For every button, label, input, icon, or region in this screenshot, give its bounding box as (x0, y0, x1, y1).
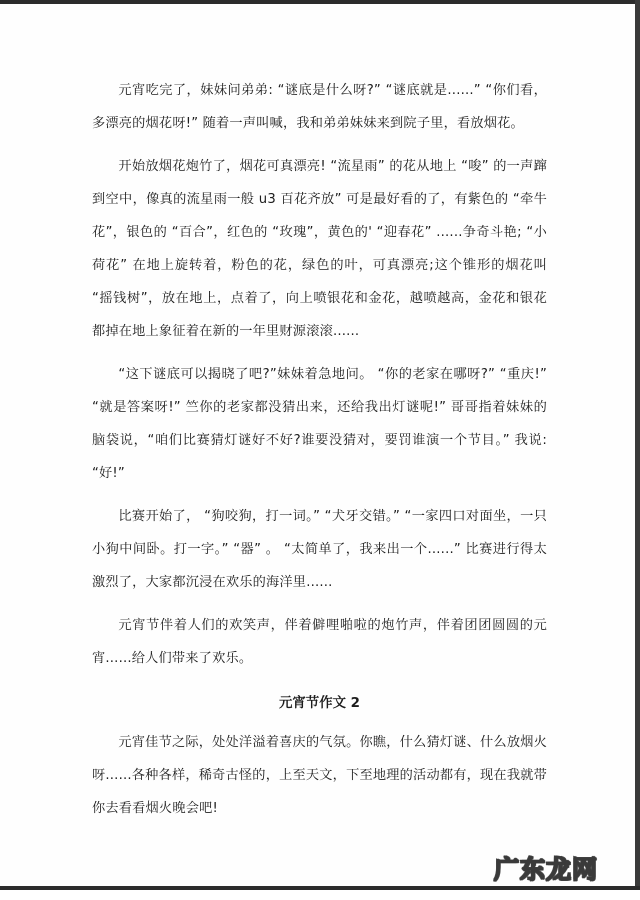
scan-edge-right (635, 0, 640, 900)
paragraph: “这下谜底可以揭晓了吧?”妹妹着急地问。 “你的老家在哪呀?” “重庆!” “就是答案呀!” 竺你的老家都没猜出来，还给我出灯谜呢!” 哥哥指着妹妹的脑袋说，“咱们比赛猜灯谜好不好?谁要没猜对，要罚谁演一个节目。” 我说: “好!” (92, 367, 547, 481)
section-title: 元宵节作文 2 (279, 696, 360, 711)
paragraph: 比赛开始了， “狗咬狗，打一词。” “犬牙交错。” “一家四口对面坐，一只小狗中间卧。打一字。” “器” 。 “太简单了，我来出一个......” 比赛进行得太激烈了，大家都沉浸在欢乐的海洋里...... (92, 509, 547, 590)
paragraph: 元宵佳节之际，处处洋溢着喜庆的气氛。你瞧，什么猜灯谜、什么放烟火呀......各种各样，稀奇古怪的，上至天文，下至地理的活动都有，现在我就带你去看看烟火晚会吧! (92, 735, 547, 816)
paragraph: 开始放烟花炮竹了，烟花可真漂亮! “流星雨” 的花从地上 “唆” 的一声蹿到空中，像真的流星雨一般 u3 百花齐放” 可是最好看的了，有紫色的 “牵牛花”，银色的 “百合”，红色的 “玫瑰”，黄色的' “迎春花” ......争奇斗艳; “小荷花” 在地上旋转着，粉色的花，绿色的叶，可真漂亮;这个锥形的烟花叫 “摇钱树”，放在地上，点着了，向上喷银花和金花，越喷越高，金花和银花都掉在地上象征着在新的一年里财源滚滚...... (92, 159, 547, 339)
document-text-column (92, 74, 547, 835)
scan-edge-bottom-fill (0, 890, 640, 900)
paragraph: 元宵吃完了，妹妹问弟弟: “谜底是什么呀?” “谜底就是......” “你们看，多漂亮的烟花呀!” 随着一声叫喊，我和弟弟妹妹来到院子里，看放烟花。 (92, 83, 547, 131)
site-watermark: 广东龙网 (494, 855, 599, 884)
paragraph: 元宵节伴着人们的欢笑声，伴着僻哩啪啦的炮竹声，伴着团团圆圆的元宵......给人们带来了欢乐。 (92, 618, 547, 666)
scan-edge-top (0, 0, 640, 4)
